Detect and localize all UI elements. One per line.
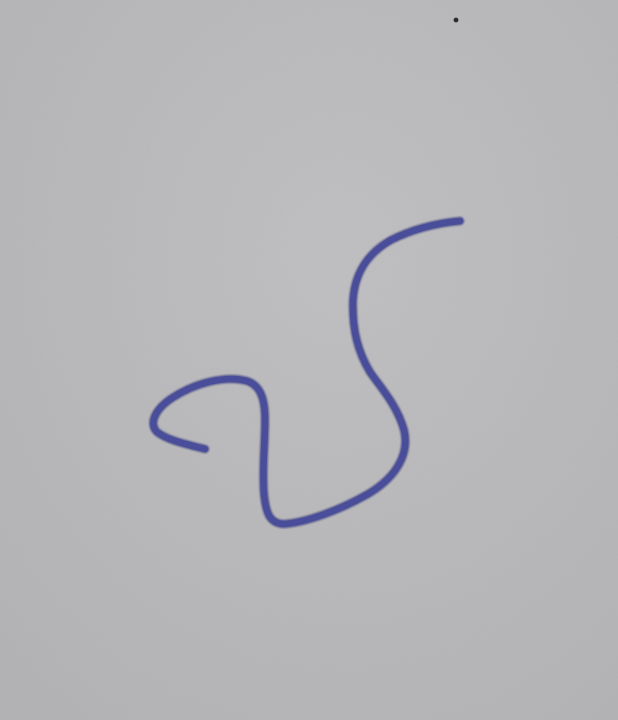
paper-speck [454, 18, 459, 23]
